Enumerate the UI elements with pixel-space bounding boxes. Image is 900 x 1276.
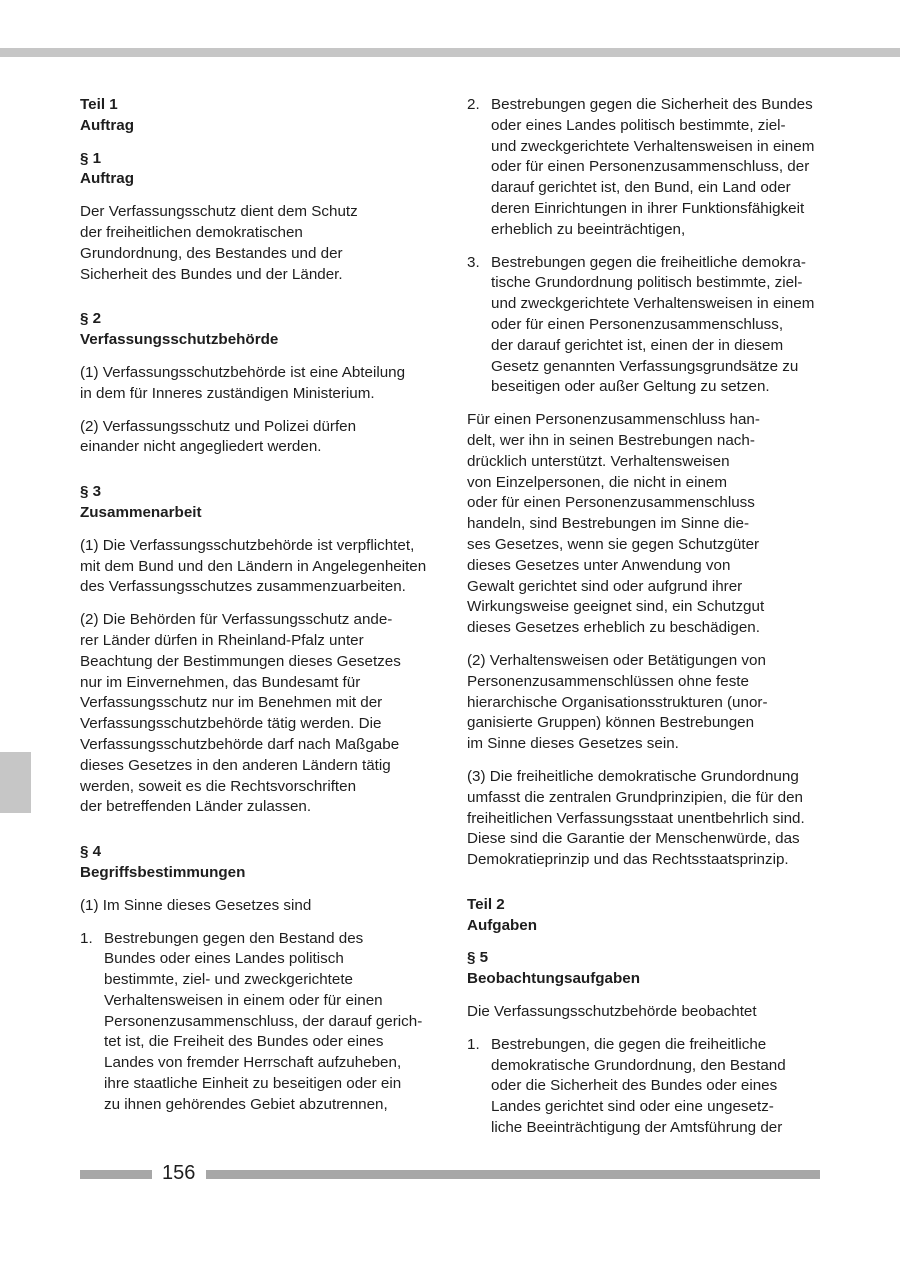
text-line: hierarchische Organisationsstrukturen (unor- <box>467 693 768 711</box>
list-number: 3. <box>467 253 480 271</box>
text-line: Der Verfassungsschutz dient dem Schutz <box>80 203 358 221</box>
text-line: Sicherheit des Bundes und der Länder. <box>80 265 343 283</box>
left-column <box>80 95 435 1116</box>
text-line: handeln, sind Bestrebungen im Sinne die- <box>467 515 749 533</box>
section-number: § 3 <box>80 483 102 501</box>
paragraph: Die Verfassungsschutzbehörde beobachtet <box>467 1003 757 1021</box>
paragraph <box>467 410 827 639</box>
text-line: Demokratieprinzip und das Rechtsstaatsprinzip. <box>467 851 789 869</box>
text-line: Personenzusammenschlüssen ohne feste <box>467 672 749 690</box>
text-line: (2) Verfassungsschutz und Polizei dürfen <box>80 417 357 435</box>
text-line: Bestrebungen, die gegen die freiheitliche <box>491 1035 767 1053</box>
text-line: Bestrebungen gegen den Bestand des <box>104 929 364 947</box>
section-title: Begriffsbestimmungen <box>80 863 246 881</box>
text-line: Gewalt gerichtet sind oder aufgrund ihrer <box>467 577 743 595</box>
text-line: der betreffenden Länder zulassen. <box>80 798 312 816</box>
list-number: 1. <box>80 929 93 947</box>
text-line: dieses Gesetzes in den anderen Ländern tätig <box>80 756 391 774</box>
list-number: 2. <box>467 96 480 113</box>
text-line: Diese sind die Garantie der Menschenwürde, das <box>467 830 800 848</box>
list-item <box>80 929 435 1116</box>
text-line: tet ist, die Freiheit des Bundes oder eines <box>104 1033 384 1051</box>
text-line: liche Beeinträchtigung der Amtsführung der <box>491 1119 783 1137</box>
section-number: § 5 <box>467 949 489 967</box>
paragraph <box>467 767 827 871</box>
text-line: Verfassungsschutz nur im Benehmen mit der <box>80 694 383 712</box>
text-line: Grundordnung, des Bestandes und der <box>80 244 343 262</box>
text-line: des Verfassungsschutzes zusammenzuarbeiten. <box>80 578 406 596</box>
text-line: zu ihnen gehörendes Gebiet abzutrennen, <box>104 1095 388 1113</box>
text-line: der freiheitlichen demokratischen <box>80 223 303 241</box>
text-line: ses Gesetzes, wenn sie gegen Schutzgüter <box>467 535 760 553</box>
section-number: § 2 <box>80 310 102 328</box>
text-line: (3) Die freiheitliche demokratische Grundordnung <box>467 767 799 785</box>
text-line: erheblich zu beeinträchtigen, <box>491 220 686 238</box>
right-column <box>467 95 827 1139</box>
list-item <box>467 253 827 399</box>
text-line: oder für einen Personenzusammenschluss, <box>491 315 784 333</box>
page-number: 156 <box>162 1162 196 1184</box>
text-line: (2) Die Behörden für Verfassungsschutz ande- <box>80 611 393 629</box>
text-line: Verfassungsschutzbehörde tätig werden. Die <box>80 715 382 733</box>
text-line: mit dem Bund und den Ländern in Angelegenheiten <box>80 557 427 575</box>
text-line: Personenzusammenschluss, der darauf gerich- <box>104 1012 423 1030</box>
text-line: beseitigen oder außer Geltung zu setzen. <box>491 378 770 396</box>
text-line: im Sinne dieses Gesetzes sein. <box>467 735 679 753</box>
text-line: dieses Gesetzes unter Anwendung von <box>467 556 731 574</box>
paragraph <box>80 536 435 598</box>
text-line: oder die Sicherheit des Bundes oder eines <box>491 1077 778 1095</box>
text-line: oder für einen Personenzusammenschluss, der <box>491 158 810 176</box>
text-line: drücklich unterstützt. Verhaltensweisen <box>467 452 730 470</box>
text-line: Verhaltensweisen in einem oder für einen <box>104 991 383 1009</box>
text-line: einander nicht angegliedert werden. <box>80 438 322 456</box>
text-line: oder eines Landes politisch bestimmte, ziel- <box>491 116 786 134</box>
text-line: Beachtung der Bestimmungen dieses Gesetzes <box>80 652 401 670</box>
footer-rule-left <box>80 1170 152 1179</box>
top-rule <box>0 48 900 57</box>
text-line: freiheitlichen Verfassungsstaat unentbehrlich sind. <box>467 809 805 827</box>
section-number: § 4 <box>80 843 102 861</box>
paragraph <box>80 610 435 818</box>
text-line: Landes gerichtet sind oder eine ungesetz- <box>491 1098 774 1116</box>
text-line: umfasst die zentralen Grundprinzipien, die für den <box>467 788 804 806</box>
text-line: bestimmte, ziel- und zweckgerichtete <box>104 971 354 989</box>
text-line: und zweckgerichtete Verhaltensweisen in einem <box>491 137 815 155</box>
text-line: delt, wer ihn in seinen Bestrebungen nach- <box>467 431 755 449</box>
list-item <box>467 1035 827 1139</box>
part-label: Teil 1 <box>80 96 118 113</box>
section-title: Auftrag <box>80 170 134 188</box>
paragraph <box>467 651 827 755</box>
section-title: Zusammenarbeit <box>80 503 202 521</box>
text-line: Bundes oder eines Landes politisch <box>104 950 344 968</box>
part-label: Teil 2 <box>467 895 505 913</box>
text-line: tische Grundordnung politisch bestimmte, ziel- <box>491 274 803 292</box>
text-line: von Einzelpersonen, die nicht in einem <box>467 473 728 491</box>
text-line: nur im Einvernehmen, das Bundesamt für <box>80 673 361 691</box>
section-title: Beobachtungsaufgaben <box>467 970 640 988</box>
text-line: darauf gerichtet ist, den Bund, ein Land oder <box>491 179 791 197</box>
text-line: der darauf gerichtet ist, einen der in diesem <box>491 336 784 354</box>
text-line: ihre staatliche Einheit zu beseitigen oder ein <box>104 1075 402 1093</box>
part-title: Auftrag <box>80 116 134 134</box>
text-line: ganisierte Gruppen) können Bestrebungen <box>467 714 755 732</box>
list-number: 1. <box>467 1035 480 1053</box>
text-line: werden, soweit es die Rechtsvorschriften <box>80 777 357 795</box>
text-line: Wirkungsweise geeignet sind, ein Schutzgut <box>467 598 765 616</box>
section-number: § 1 <box>80 149 102 167</box>
text-line: (1) Die Verfassungsschutzbehörde ist verpflichtet, <box>80 536 415 554</box>
section-title: Verfassungsschutzbehörde <box>80 331 279 349</box>
chapter-tab-marker <box>0 752 31 813</box>
text-line: in dem für Inneres zuständigen Ministerium. <box>80 384 375 402</box>
text-line: Gesetz genannten Verfassungsgrundsätze zu <box>491 357 799 375</box>
footer-rule-right <box>206 1170 820 1179</box>
text-line: dieses Gesetzes erheblich zu beschädigen. <box>467 619 760 637</box>
text-line: rer Länder dürfen in Rheinland-Pfalz unter <box>80 631 364 649</box>
text-line: Für einen Personenzusammenschluss han- <box>467 411 760 429</box>
text-line: Bestrebungen gegen die Sicherheit des Bundes <box>491 96 813 113</box>
text-line: (2) Verhaltensweisen oder Betätigungen von <box>467 651 766 669</box>
paragraph <box>80 202 435 285</box>
text-line: und zweckgerichtete Verhaltensweisen in einem <box>491 295 815 313</box>
text-line: (1) Verfassungsschutzbehörde ist eine Abteilung <box>80 363 406 381</box>
paragraph: (1) Im Sinne dieses Gesetzes sind <box>80 896 312 914</box>
text-line: Bestrebungen gegen die freiheitliche demokra- <box>491 253 806 271</box>
list-item <box>467 95 827 241</box>
text-line: oder für einen Personenzusammenschluss <box>467 494 755 512</box>
text-line: Landes von fremder Herrschaft aufzuheben, <box>104 1054 402 1072</box>
text-line: deren Einrichtungen in ihrer Funktionsfähigkeit <box>491 199 805 217</box>
text-line: demokratische Grundordnung, den Bestand <box>491 1056 786 1074</box>
paragraph <box>80 363 435 405</box>
text-line: Verfassungsschutzbehörde darf nach Maßgabe <box>80 735 400 753</box>
part-title: Aufgaben <box>467 916 538 934</box>
paragraph <box>80 417 435 459</box>
